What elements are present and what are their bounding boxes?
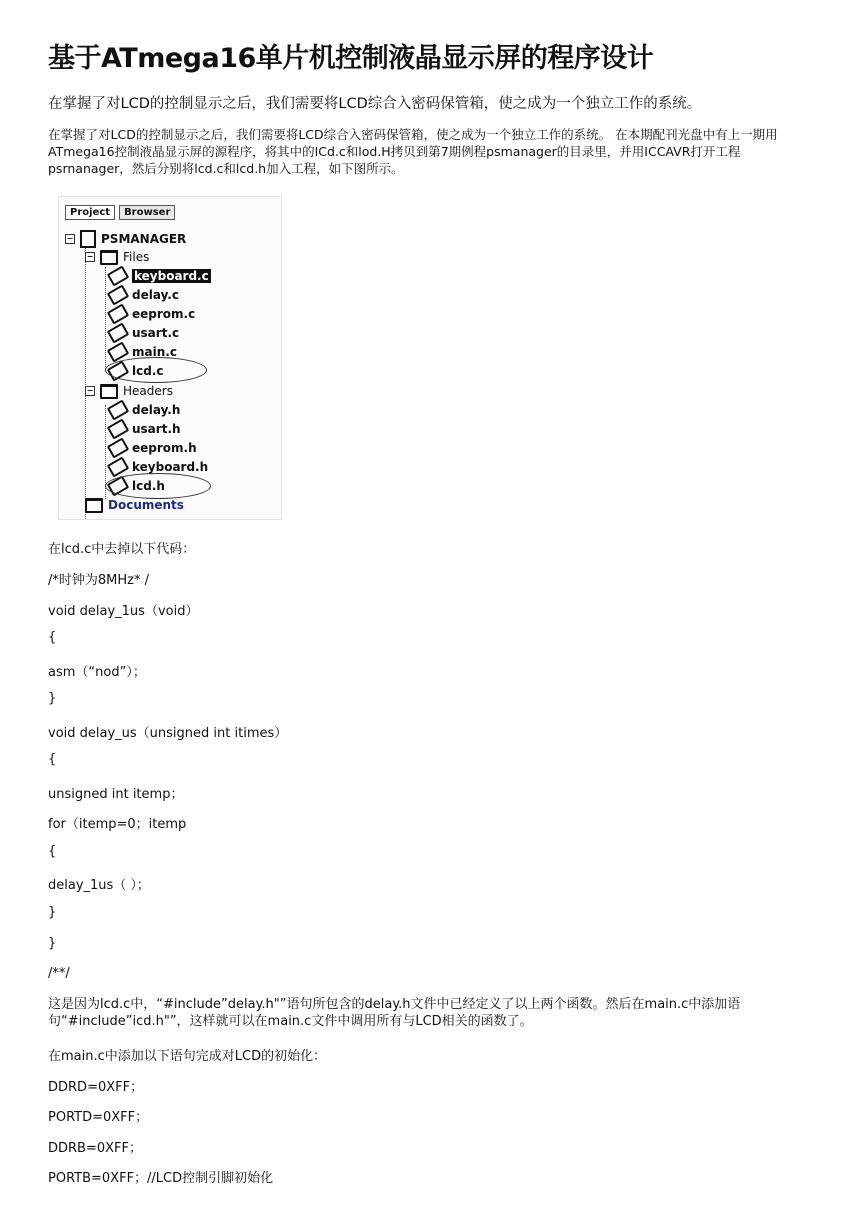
tree-file-item: keyboard.c xyxy=(109,268,211,284)
intro-remove-text: 在lcd.c中去掉以下代码： xyxy=(48,542,196,557)
code-line: asm（“nod”）； xyxy=(48,665,146,680)
code-line: void delay_1us（void） xyxy=(48,604,199,619)
code-line: { xyxy=(48,752,57,767)
code-line: /*时钟为8MHz* / xyxy=(48,573,149,588)
tab-browser: Browser xyxy=(119,205,175,220)
tree-file-item: delay.c xyxy=(109,287,179,303)
tree-file-item: keyboard.h xyxy=(109,459,208,475)
collapse-icon: − xyxy=(86,252,94,261)
tree-files-folder: − Files xyxy=(86,250,150,264)
tree-connector xyxy=(105,267,106,371)
project-tree-screenshot xyxy=(58,196,282,520)
file-icon xyxy=(107,284,130,305)
folder-icon xyxy=(85,498,103,513)
tree-documents-folder: Documents xyxy=(85,497,184,513)
highlight-circle xyxy=(105,473,211,499)
code-line: { xyxy=(48,630,57,645)
tree-file-item: eeprom.h xyxy=(109,440,197,456)
tree-file-item: usart.h xyxy=(109,421,181,437)
intro-paragraph: 在掌握了对LCD的控制显示之后，我们需要将LCD综合入密码保管箱，使之成为一个独立工作的系统。 在本期配刊光盘中有上一期用ATmega16控制液晶显示屏的源程序，将其中的ICd.c和lod.H拷贝到第7期例程psmanager的目录里，并用ICCAVR打开工程psrnanager，然后分别将lcd.c和lcd.h加入工程，如下图所示。 xyxy=(48,127,778,176)
code-line: PORTB=0XFF；//LCD控制引脚初始化 xyxy=(48,1171,274,1186)
tree-file-item: usart.c xyxy=(109,325,179,341)
tree-file-item: lcd.h xyxy=(109,478,165,494)
code-line: /**/ xyxy=(48,966,70,981)
file-icon xyxy=(107,437,130,458)
code-line: void delay_us（unsigned int itimes） xyxy=(48,726,288,741)
collapse-icon: − xyxy=(66,234,74,243)
tree-project-node: − PSMANAGER xyxy=(66,232,187,246)
code-line: for（itemp=0；itemp xyxy=(48,817,187,832)
tab-project: Project xyxy=(65,205,115,220)
tree-file-item: lcd.c xyxy=(109,363,164,379)
collapse-icon: − xyxy=(86,386,94,395)
page-title: 基于ATmega16单片机控制液晶显示屏的程序设计 xyxy=(48,43,654,74)
tree-file-item: main.c xyxy=(109,344,177,360)
tree-headers-folder: − Headers xyxy=(86,384,173,398)
highlight-circle xyxy=(105,357,207,383)
code-line: } xyxy=(48,905,57,920)
code-line: DDRD=0XFF； xyxy=(48,1080,144,1095)
file-icon xyxy=(107,303,130,324)
file-icon xyxy=(107,265,130,286)
tree-file-item: delay.h xyxy=(109,402,180,418)
file-icon xyxy=(107,399,130,420)
code-line: PORTD=0XFF； xyxy=(48,1110,149,1125)
file-icon xyxy=(107,456,130,477)
code-line: unsigned int itemp； xyxy=(48,787,184,802)
file-icon xyxy=(107,322,130,343)
code-line: } xyxy=(48,691,57,706)
code-line: delay_1us（ ）； xyxy=(48,878,150,893)
folder-icon xyxy=(100,250,118,265)
figure-tabs xyxy=(65,205,175,220)
file-icon xyxy=(107,418,130,439)
code-line: { xyxy=(48,844,57,859)
code-line: DDRB=0XFF； xyxy=(48,1141,142,1156)
project-icon xyxy=(80,230,96,248)
intro-main-text: 在main.c中添加以下语句完成对LCD的初始化： xyxy=(48,1049,327,1064)
summary-text: 在掌握了对LCD的控制显示之后，我们需要将LCD综合入密码保管箱，使之成为一个独立工作的系统。 xyxy=(48,96,702,112)
tree-file-item: eeprom.c xyxy=(109,306,195,322)
explanation-paragraph: 这是因为lcd.c中，“#include”delay.h"”语句所包含的delay.h文件中已经定义了以上两个函数。然后在main.c中添加语句“#include”icd.h"”，这样就可以在main.c文件中调用所有与LCD相关的函数了。 xyxy=(48,997,741,1029)
folder-icon xyxy=(100,384,118,399)
code-line: } xyxy=(48,936,57,951)
